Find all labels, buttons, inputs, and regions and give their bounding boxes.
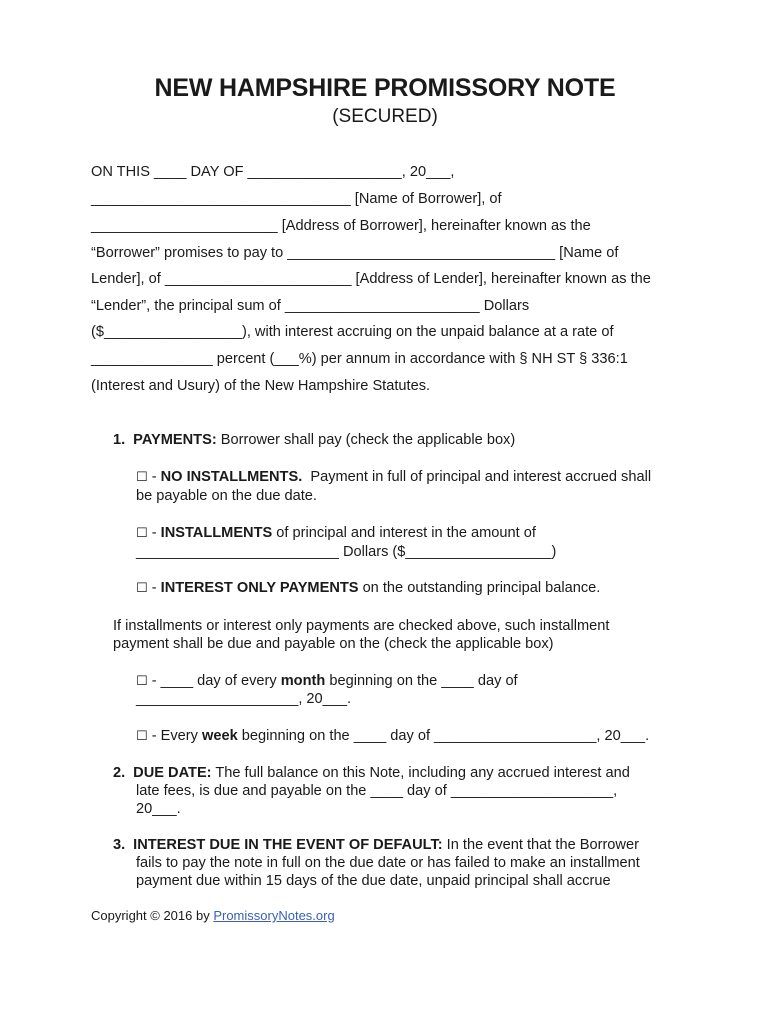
option-text: beginning on the ____ day of ____________________, 20___.: [237, 728, 650, 744]
intro-line: “Lender”, the principal sum of ________________________ Dollars: [91, 298, 530, 314]
intro-line: (Interest and Usury) of the New Hampshire Statutes.: [91, 378, 431, 394]
intro-line: ON THIS ____ DAY OF ___________________, 20___,: [91, 164, 455, 180]
schedule-text-line: If installments or interest only payments are checked above, such installment: [113, 618, 610, 634]
section-text: The full balance on this Note, including any accrued interest and: [211, 765, 630, 781]
option-installments: [136, 525, 536, 541]
option-dash: -: [147, 525, 161, 541]
option-label: INTEREST ONLY PAYMENTS: [160, 580, 359, 596]
copyright-text: Copyright © 2016 by: [91, 908, 214, 923]
option-text: - ____ day of every: [147, 673, 281, 689]
section-text-line: payment due within 15 days of the due date, unpaid principal shall accrue: [136, 873, 611, 889]
document-subtitle: (SECURED): [332, 106, 438, 127]
document-title: NEW HAMPSHIRE PROMISSORY NOTE: [154, 74, 616, 102]
option-no-installments: [136, 469, 651, 485]
checkbox-icon[interactable]: ☐: [136, 581, 148, 596]
section-heading: DUE DATE:: [133, 765, 212, 781]
section-text: Borrower shall pay (check the applicable box): [216, 432, 516, 448]
intro-line: Lender], of _______________________ [Address of Lender], hereinafter known as the: [91, 271, 651, 287]
option-weekly: [136, 728, 649, 744]
intro-line: ($_________________), with interest accruing on the unpaid balance at a rate of: [91, 324, 614, 340]
intro-line: ________________________________ [Name of Borrower], of: [91, 191, 502, 207]
footer-copyright: [91, 908, 335, 923]
section-default-interest-heading: [113, 837, 639, 853]
option-text: Payment in full of principal and interest accrued shall: [302, 469, 652, 485]
section-text-line: fails to pay the note in full on the due date or has failed to make an installment: [136, 855, 640, 871]
option-monthly: [136, 673, 518, 689]
section-number: 3.: [113, 837, 126, 853]
section-due-date-heading: [113, 765, 630, 781]
option-label: month: [280, 673, 326, 689]
option-label: NO INSTALLMENTS.: [160, 469, 303, 485]
option-text-line: _________________________ Dollars ($__________________): [136, 544, 557, 560]
option-text-line: be payable on the due date.: [136, 488, 317, 504]
section-number: 1.: [113, 432, 126, 448]
footer-link[interactable]: PromissoryNotes.org: [213, 908, 335, 923]
section-text: In the event that the Borrower: [442, 837, 639, 853]
checkbox-icon[interactable]: ☐: [136, 526, 148, 541]
option-text: - Every: [147, 728, 202, 744]
option-text-line: ____________________, 20___.: [136, 691, 352, 707]
section-number: 2.: [113, 765, 126, 781]
option-interest-only: [136, 580, 600, 596]
intro-line: _______________________ [Address of Borrower], hereinafter known as the: [91, 218, 591, 234]
checkbox-icon[interactable]: ☐: [136, 729, 148, 744]
option-text: on the outstanding principal balance.: [358, 580, 601, 596]
option-dash: -: [147, 580, 161, 596]
checkbox-icon[interactable]: ☐: [136, 674, 148, 689]
intro-line: _______________ percent (___%) per annum in accordance with § NH ST § 336:1: [91, 351, 628, 367]
section-heading: INTEREST DUE IN THE EVENT OF DEFAULT:: [133, 837, 443, 853]
section-heading: PAYMENTS:: [133, 432, 217, 448]
schedule-text-line: payment shall be due and payable on the (check the applicable box): [113, 636, 554, 652]
option-dash: -: [147, 469, 161, 485]
section-text-line: late fees, is due and payable on the ____ day of ____________________,: [136, 783, 618, 799]
checkbox-icon[interactable]: ☐: [136, 470, 148, 485]
option-label: INSTALLMENTS: [160, 525, 273, 541]
section-text-line: 20___.: [136, 801, 181, 817]
option-label: week: [201, 728, 238, 744]
option-text: of principal and interest in the amount of: [272, 525, 536, 541]
intro-line: “Borrower” promises to pay to _________________________________ [Name of: [91, 245, 619, 261]
option-text: beginning on the ____ day of: [325, 673, 518, 689]
section-payments-heading: [113, 432, 515, 448]
